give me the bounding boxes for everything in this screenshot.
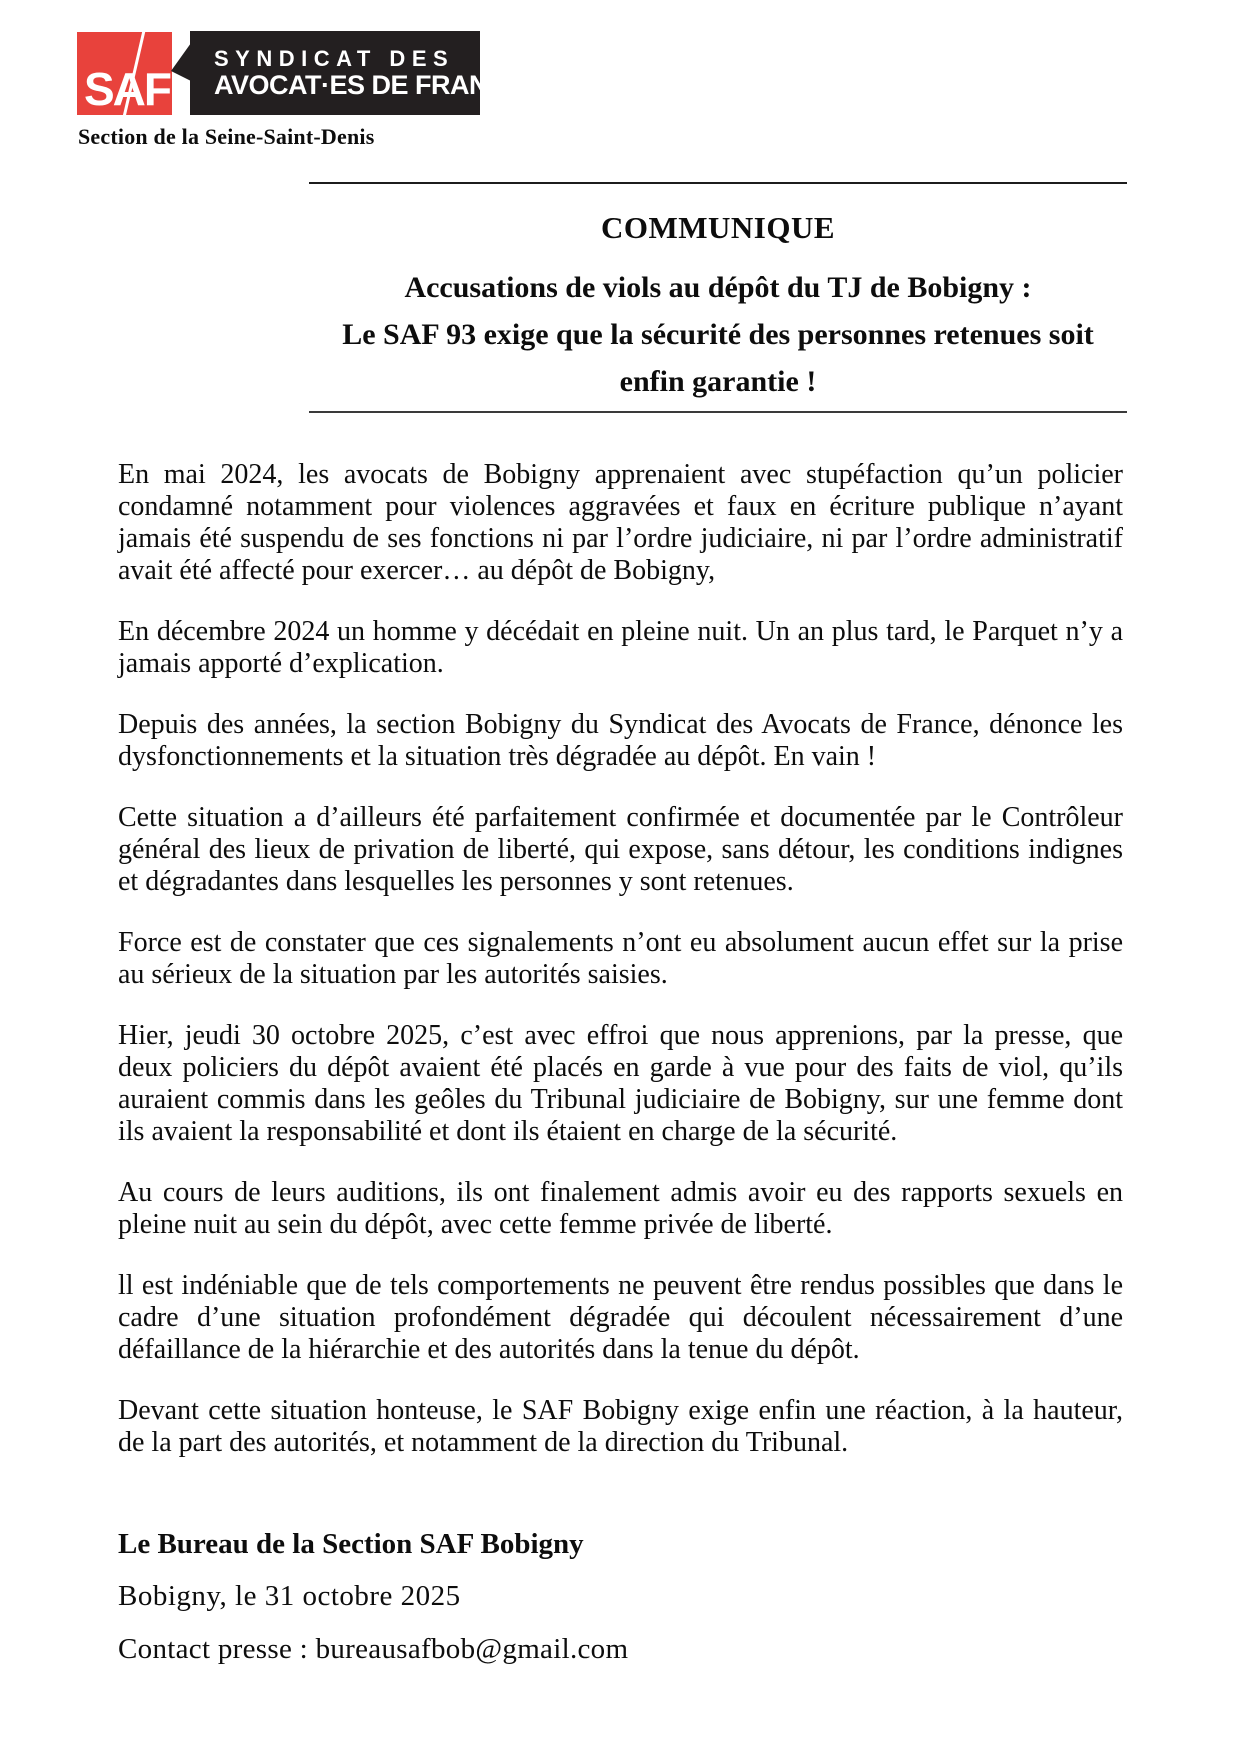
headline-line-1: Accusations de viols au dépôt du TJ de Bobigny : [404, 271, 1032, 304]
speech-bubble-tail-icon [171, 43, 191, 81]
paragraph-5: Force est de constater que ces signalements n’ont eu absolument aucun effet sur la prise au sérieux de la situation par les autorités saisies. [118, 927, 1123, 990]
paragraph-3: Depuis des années, la section Bobigny du Syndicat des Avocats de France, dénonce les dysfonctionnements et la situation très dégradée au dépôt. En vain ! [118, 709, 1123, 772]
top-divider [309, 182, 1127, 184]
section-name: Section de la Seine-Saint-Denis [78, 124, 375, 149]
saf-logo-mark [77, 32, 172, 115]
dateline: Bobigny, le 31 octobre 2025 [118, 1580, 461, 1612]
paragraph-8: ll est indéniable que de tels comportements ne peuvent être rendus possibles que dans le cadre d’une situation profondément dégradée qui découlent nécessairement d’une défaillance de la hiérarchie et des autorités dans la tenue du dépôt. [118, 1270, 1123, 1365]
headline-line-3: enfin garantie ! [619, 365, 817, 398]
paragraph-4: Cette situation a d’ailleurs été parfaitement confirmée et documentée par le Contrôleur général des lieux de privation de liberté, qui expose, sans détour, les conditions indignes et dégradantes dans lesquelles les personnes y sont retenues. [118, 802, 1123, 897]
saf-acronym: SAF [84, 63, 170, 115]
paragraph-7: Au cours de leurs auditions, ils ont finalement admis avoir eu des rapports sexuels en pleine nuit au sein du dépôt, avec cette femme privée de liberté. [118, 1177, 1123, 1240]
saf-logo [77, 31, 525, 115]
logo-org-line2: AVOCAT·ES DE FRANCE [214, 69, 525, 100]
press-contact: Contact presse : bureausafbob@gmail.com [118, 1633, 629, 1665]
paragraph-9: Devant cette situation honteuse, le SAF Bobigny exige enfin une réaction, à la hauteur, de la part des autorités, et notamment de la direction du Tribunal. [118, 1395, 1123, 1458]
headline-line-2: Le SAF 93 exige que la sécurité des personnes retenues soit [342, 318, 1094, 351]
communique-label: COMMUNIQUE [600, 210, 836, 245]
paragraph-2: En décembre 2024 un homme y décédait en pleine nuit. Un an plus tard, le Parquet n’y a jamais apporté d’explication. [118, 616, 1123, 679]
saf-logo-wordmark [190, 31, 525, 115]
paragraph-1: En mai 2024, les avocats de Bobigny apprenaient avec stupéfaction qu’un policier condamné notamment pour violences aggravées et faux en écriture publique n’ayant jamais été suspendu de ses fonctions ni par l’ordre judiciaire, ni par l’ordre administratif avait été affecté pour exercer… au dépôt de Bobigny, [118, 459, 1123, 586]
headline [98, 264, 1240, 405]
body-text [118, 459, 1123, 1459]
signature: Le Bureau de la Section SAF Bobigny [118, 1528, 584, 1560]
paragraph-6: Hier, jeudi 30 octobre 2025, c’est avec effroi que nous apprenions, par la presse, que deux policiers du dépôt avaient été placés en garde à vue pour des faits de viol, qu’ils auraient commis dans les geôles du Tribunal judiciaire de Bobigny, sur une femme dont ils avaient la responsabilité et dont ils étaient en charge de la sécurité. [118, 1020, 1123, 1147]
bottom-divider [309, 411, 1127, 413]
logo-org-line1: SYNDICAT DES [214, 45, 455, 71]
